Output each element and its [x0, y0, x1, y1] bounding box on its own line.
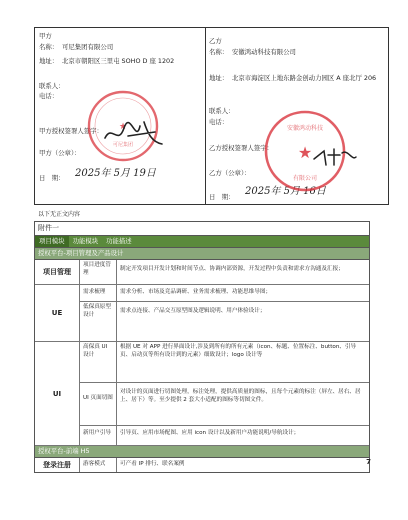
function-cell: 新用户引导: [80, 426, 117, 445]
attachment-grid: [35, 260, 369, 446]
function-cell: 低保真原型设计: [80, 302, 117, 341]
party-b-address: 北京市海淀区上地东路金创动力园区 A 座北厅 206: [232, 74, 377, 82]
end-of-text-note: 以下无正文内容: [38, 211, 81, 218]
description-cell: 根据 UE 对 APP 进行界面设计,涉及到所有的所有元素（icon、标题、位置标注、button、引导页、启动页等所有设计到的元素）细致设计；logo 设计等: [120, 344, 357, 358]
svg-text:有限公司: 有限公司: [292, 175, 318, 182]
table-row: [80, 342, 369, 383]
module-cell: UE: [35, 285, 80, 341]
party-b-contact-label: 联系人：: [209, 107, 235, 115]
party-a-stamp-label: 甲方（公章）：: [39, 149, 81, 157]
attachment-title: 附件一: [35, 222, 369, 236]
party-b-phone-label: 电话：: [209, 118, 229, 126]
party-a-contact-label: 联系人：: [39, 82, 65, 90]
description-cell: 需求点连接、产品交互原型图及逻辑说明、用户体验设计；: [120, 308, 266, 314]
section-header: 授权平台-前端 H5: [35, 446, 369, 458]
function-cell: 高保真 UI 设计: [80, 342, 117, 382]
party-a-signatory-label: 甲方授权签署人签字：: [39, 127, 103, 135]
description-cell: 对设计的页面进行切图处理，标注处理，提供高质量的图标，且每个元素的标注（屏左、居右、居上、居下）等。至少提供 2 套大小适配的图标等切图文件。: [120, 389, 361, 403]
svg-text:安徽鸿动科技: 安徽鸿动科技: [286, 125, 324, 132]
description-cell: 制定开发项目开发计划和时间节点、协调内部资源，开发过程中负责和需求方沟通及汇报；: [120, 266, 344, 272]
function-cell: UI 页面切图: [80, 383, 117, 425]
party-a-phone-label: 电话：: [39, 92, 59, 100]
module-cell: 项目管理: [35, 260, 80, 284]
tab-function-module: 功能模块: [72, 237, 99, 245]
page-number: 7: [366, 458, 371, 466]
party-b-name: 安徽鸿动科技有限公司: [232, 48, 296, 56]
party-a-address: 北京市朝阳区三里屯 SOHO D 座 1202: [62, 57, 175, 65]
table-row: [80, 302, 369, 341]
function-cell: 项目进度管理: [80, 260, 117, 284]
party-b-date-label: 日 期：: [209, 193, 235, 201]
table-row-group-ui: [35, 342, 369, 446]
svg-text:★: ★: [118, 122, 128, 132]
description-cell: 需求分析、市场及竞品调研、业务需求梳理、功能思维导图；: [120, 289, 272, 295]
table-row: [80, 426, 369, 445]
signature-divider: [205, 28, 206, 204]
description-cell: 可产看 IP 排行、联名案例: [120, 461, 185, 467]
table-row: [80, 383, 369, 426]
module-cell: UI: [35, 342, 80, 445]
table-row: [35, 458, 369, 472]
attachment-tabs: [35, 236, 369, 248]
party-a-date-label: 日 期：: [39, 174, 65, 182]
function-cell: 游客模式: [80, 458, 117, 472]
party-b-heading: 乙方: [209, 37, 222, 45]
party-a-name: 可尼集团有限公司: [62, 43, 114, 51]
module-cell: 登录注册: [35, 458, 80, 472]
table-row-group-ue: [35, 285, 369, 342]
party-b-name-label: 名称：: [209, 48, 229, 56]
party-b-date: 2025年 5月 16日: [245, 186, 326, 197]
party-b-address-label: 地址：: [209, 74, 229, 82]
party-a-date: 2025年 5月 19日: [75, 168, 156, 179]
function-cell: 需求梳理: [80, 285, 117, 301]
party-a-heading: 甲方: [39, 32, 52, 40]
party-b-stamp-label: 乙方（公章）：: [209, 169, 251, 177]
description-cell: 引导页、应用市场配图、应用 icon 设计以及新用户功能说明/导航设计；: [120, 430, 300, 436]
party-a-address-label: 地址：: [39, 57, 59, 65]
section-header: 授权平台-项目管理及产品设计: [35, 248, 369, 260]
party-b-signature-icon: [310, 145, 360, 169]
party-b-signatory-label: 乙方授权签署人签字：: [209, 144, 273, 152]
party-a-signature-icon: [100, 116, 170, 152]
attachment-grid-h5: [35, 458, 369, 472]
attachment-table: [34, 221, 370, 473]
tab-function-description: 功能描述: [106, 237, 132, 245]
svg-text:★: ★: [297, 143, 313, 162]
table-row: [35, 260, 369, 285]
svg-text:可尼集团: 可尼集团: [112, 142, 134, 148]
table-row: [80, 285, 369, 302]
tab-project-module: 项目模块: [35, 236, 69, 247]
party-a-name-label: 名称：: [39, 43, 59, 51]
